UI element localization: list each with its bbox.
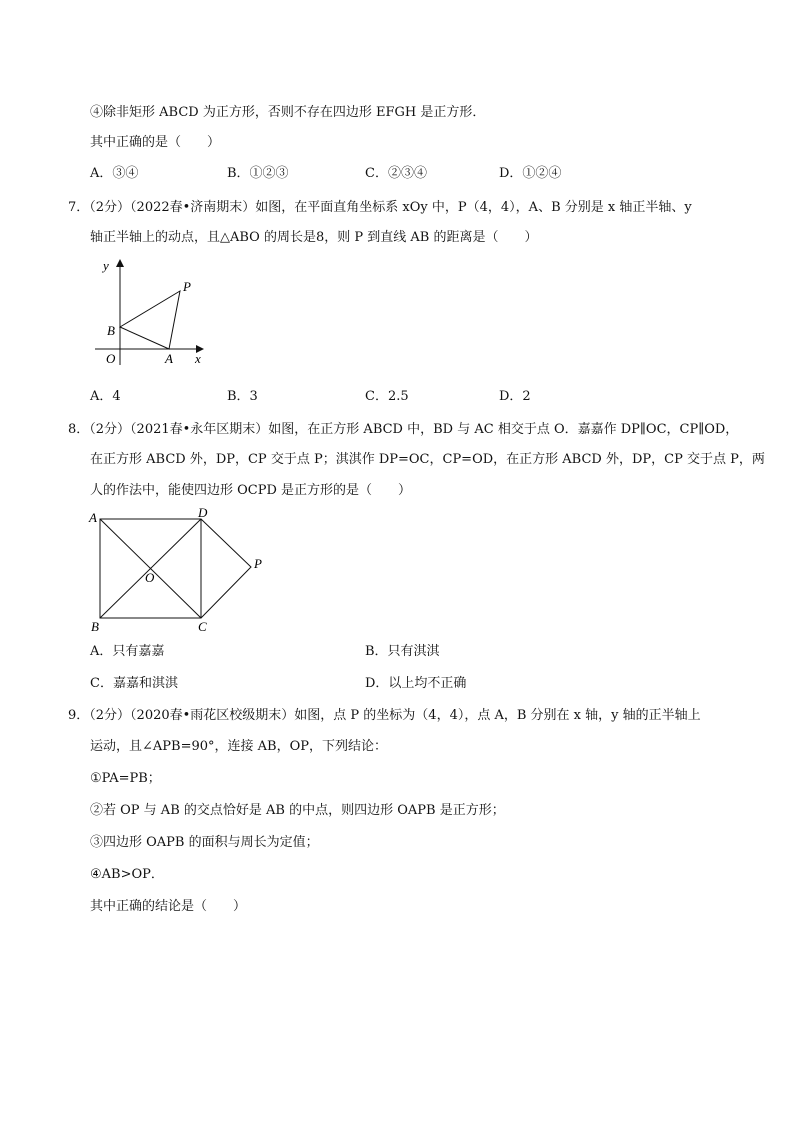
q8-label-c: C — [198, 619, 207, 634]
q7-triangle-pab — [120, 291, 180, 349]
q9-prompt: 其中正确的结论是（ ） — [90, 899, 247, 914]
q7-text-line-2: 轴正半轴上的动点，且△ABO 的周长是8，则 P 到直线 AB 的距离是（ ） — [90, 230, 538, 245]
q8-label-p: P — [254, 556, 262, 571]
q8-option-a: A．只有嘉嘉 — [90, 644, 165, 659]
q9-statement-4: ④AB>OP． — [90, 867, 164, 882]
q8-option-b: B．只有淇淇 — [365, 644, 440, 659]
q8-option-c: C．嘉嘉和淇淇 — [90, 676, 178, 691]
q7-coordinate-figure — [90, 255, 215, 370]
q6-option-b: B．①②③ — [227, 166, 289, 181]
q7-option-b: B．3 — [227, 389, 258, 404]
q8-segments-dp-cp — [201, 519, 251, 618]
q8-label-b: B — [91, 619, 99, 634]
q6-statement-4: ④除非矩形 ABCD 为正方形，否则不存在四边形 EFGH 是正方形． — [90, 105, 486, 120]
q7-option-c: C．2.5 — [365, 389, 409, 404]
q7-label-b: B — [107, 323, 115, 338]
q6-option-c: C．②③④ — [365, 166, 427, 181]
q6-prompt: 其中正确的是（ ） — [90, 135, 221, 150]
q8-label-o: O — [145, 570, 155, 585]
q8-text-line-3: 人的作法中，能使四边形 OCPD 是正方形的是（ ） — [90, 483, 412, 498]
q7-label-o: O — [106, 351, 116, 366]
q7-label-x: x — [195, 351, 201, 366]
q9-text-line-2: 运动，且∠APB=90°，连接 AB，OP，下列结论： — [90, 739, 387, 754]
q9-statement-3: ③四边形 OAPB 的面积与周长为定值； — [90, 835, 319, 850]
q8-square-figure — [88, 505, 268, 635]
q8-label-a: A — [89, 510, 97, 525]
q6-option-a: A．③④ — [90, 166, 139, 181]
q7-text-line-1: 7．（2分）（2022春•济南期末）如图，在平面直角坐标系 xOy 中，P（4，4），A、B 分别是 x 轴正半轴、y — [68, 200, 692, 215]
q9-text-line-1: 9．（2分）（2020春•雨花区校级期末）如图，点 P 的坐标为（4，4），点 A，B 分别在 x 轴，y 轴的正半轴上 — [68, 708, 701, 723]
q6-option-d: D．①②④ — [499, 166, 562, 181]
q7-label-a: A — [165, 351, 173, 366]
q8-label-d: D — [198, 505, 208, 520]
q9-statement-1: ①PA=PB； — [90, 771, 161, 786]
q7-label-p: P — [183, 279, 191, 294]
q7-option-a: A．4 — [90, 389, 121, 404]
q8-text-line-1: 8．（2分）（2021春•永年区期末）如图，在正方形 ABCD 中，BD 与 AC 相交于点 O．嘉嘉作 DP∥OC，CP∥OD， — [68, 422, 739, 437]
q7-label-y: y — [103, 258, 109, 273]
q7-option-d: D．2 — [499, 389, 531, 404]
q8-text-line-2: 在正方形 ABCD 外，DP，CP 交于点 P；淇淇作 DP=OC，CP=OD，在正方形 ABCD 外，DP，CP 交于点 P，两 — [90, 452, 765, 467]
q8-option-d: D．以上均不正确 — [365, 676, 467, 691]
q9-statement-2: ②若 OP 与 AB 的交点恰好是 AB 的中点，则四边形 OAPB 是正方形； — [90, 803, 505, 818]
